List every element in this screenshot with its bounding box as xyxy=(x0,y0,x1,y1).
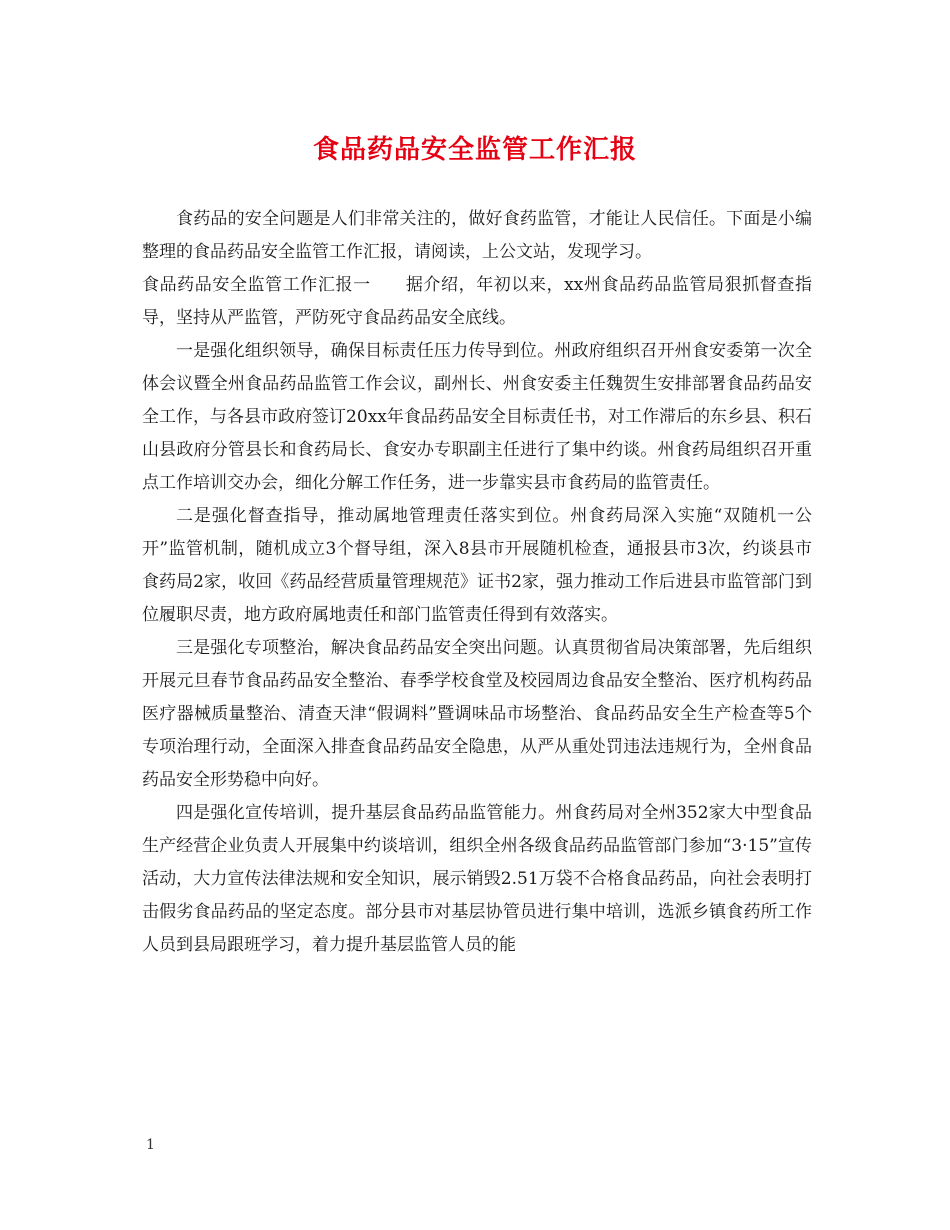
document-title: 食品药品安全监管工作汇报 xyxy=(312,135,637,165)
paragraph-report-one: 食品药品安全监管工作汇报一 据介绍，年初以来，xx州食品药品监管局狠抓督查指导，坚持从严监管，严防死守食品药品安全底线。 xyxy=(142,275,812,328)
paragraph-point-two: 二是强化督查指导，推动属地管理责任落实到位。州食药局深入实施“双随机一公开”监管机制，随机成立3个督导组，深入8县市开展随机检查，通报县市3次，约谈县市食药局2家，收回《药品经营质量管理规范》证书2家，强力推动工作后进县市监管部门到位履职尽责，地方政府属地责任和部门监管责任得到有效落实。 xyxy=(142,506,812,625)
page-number: 1 xyxy=(146,1137,155,1153)
document-body xyxy=(142,203,812,962)
paragraph-point-one: 一是强化组织领导，确保目标责任压力传导到位。州政府组织召开州食安委第一次全体会议暨全州食品药品监管工作会议，副州长、州食安委主任魏贺生安排部署食品药品安全工作，与各县市政府签订20xx年食品药品安全目标责任书，对工作滞后的东乡县、积石山县政府分管县长和食药局长、食安办专职副主任进行了集中约谈。州食药局组织召开重点工作培训交办会，细化分解工作任务，进一步靠实县市食药局的监管责任。 xyxy=(142,341,812,493)
paragraph-point-four: 四是强化宣传培训，提升基层食品药品监管能力。州食药局对全州352家大中型食品生产经营企业负责人开展集中约谈培训，组织全州各级食品药品监管部门参加“3·15”宣传活动，大力宣传法律法规和安全知识，展示销毁2.51万袋不合格食品药品，向社会表明打击假劣食品药品的坚定态度。部分县市对基层协管员进行集中培训，选派乡镇食药所工作人员到县局跟班学习，着力提升基层监管人员的能 xyxy=(142,803,812,955)
paragraph-intro: 食药品的安全问题是人们非常关注的，做好食药监管，才能让人民信任。下面是小编整理的食品药品安全监管工作汇报，请阅读，上公文站，发现学习。 xyxy=(142,209,812,262)
paragraph-point-three: 三是强化专项整治，解决食品药品安全突出问题。认真贯彻省局决策部署，先后组织开展元旦春节食品药品安全整治、春季学校食堂及校园周边食品安全整治、医疗机构药品医疗器械质量整治、清查天津“假调料”暨调味品市场整治、食品药品安全生产检查等5个专项治理行动，全面深入排查食品药品安全隐患，从严从重处罚违法违规行为，全州食品药品安全形势稳中向好。 xyxy=(142,638,812,790)
